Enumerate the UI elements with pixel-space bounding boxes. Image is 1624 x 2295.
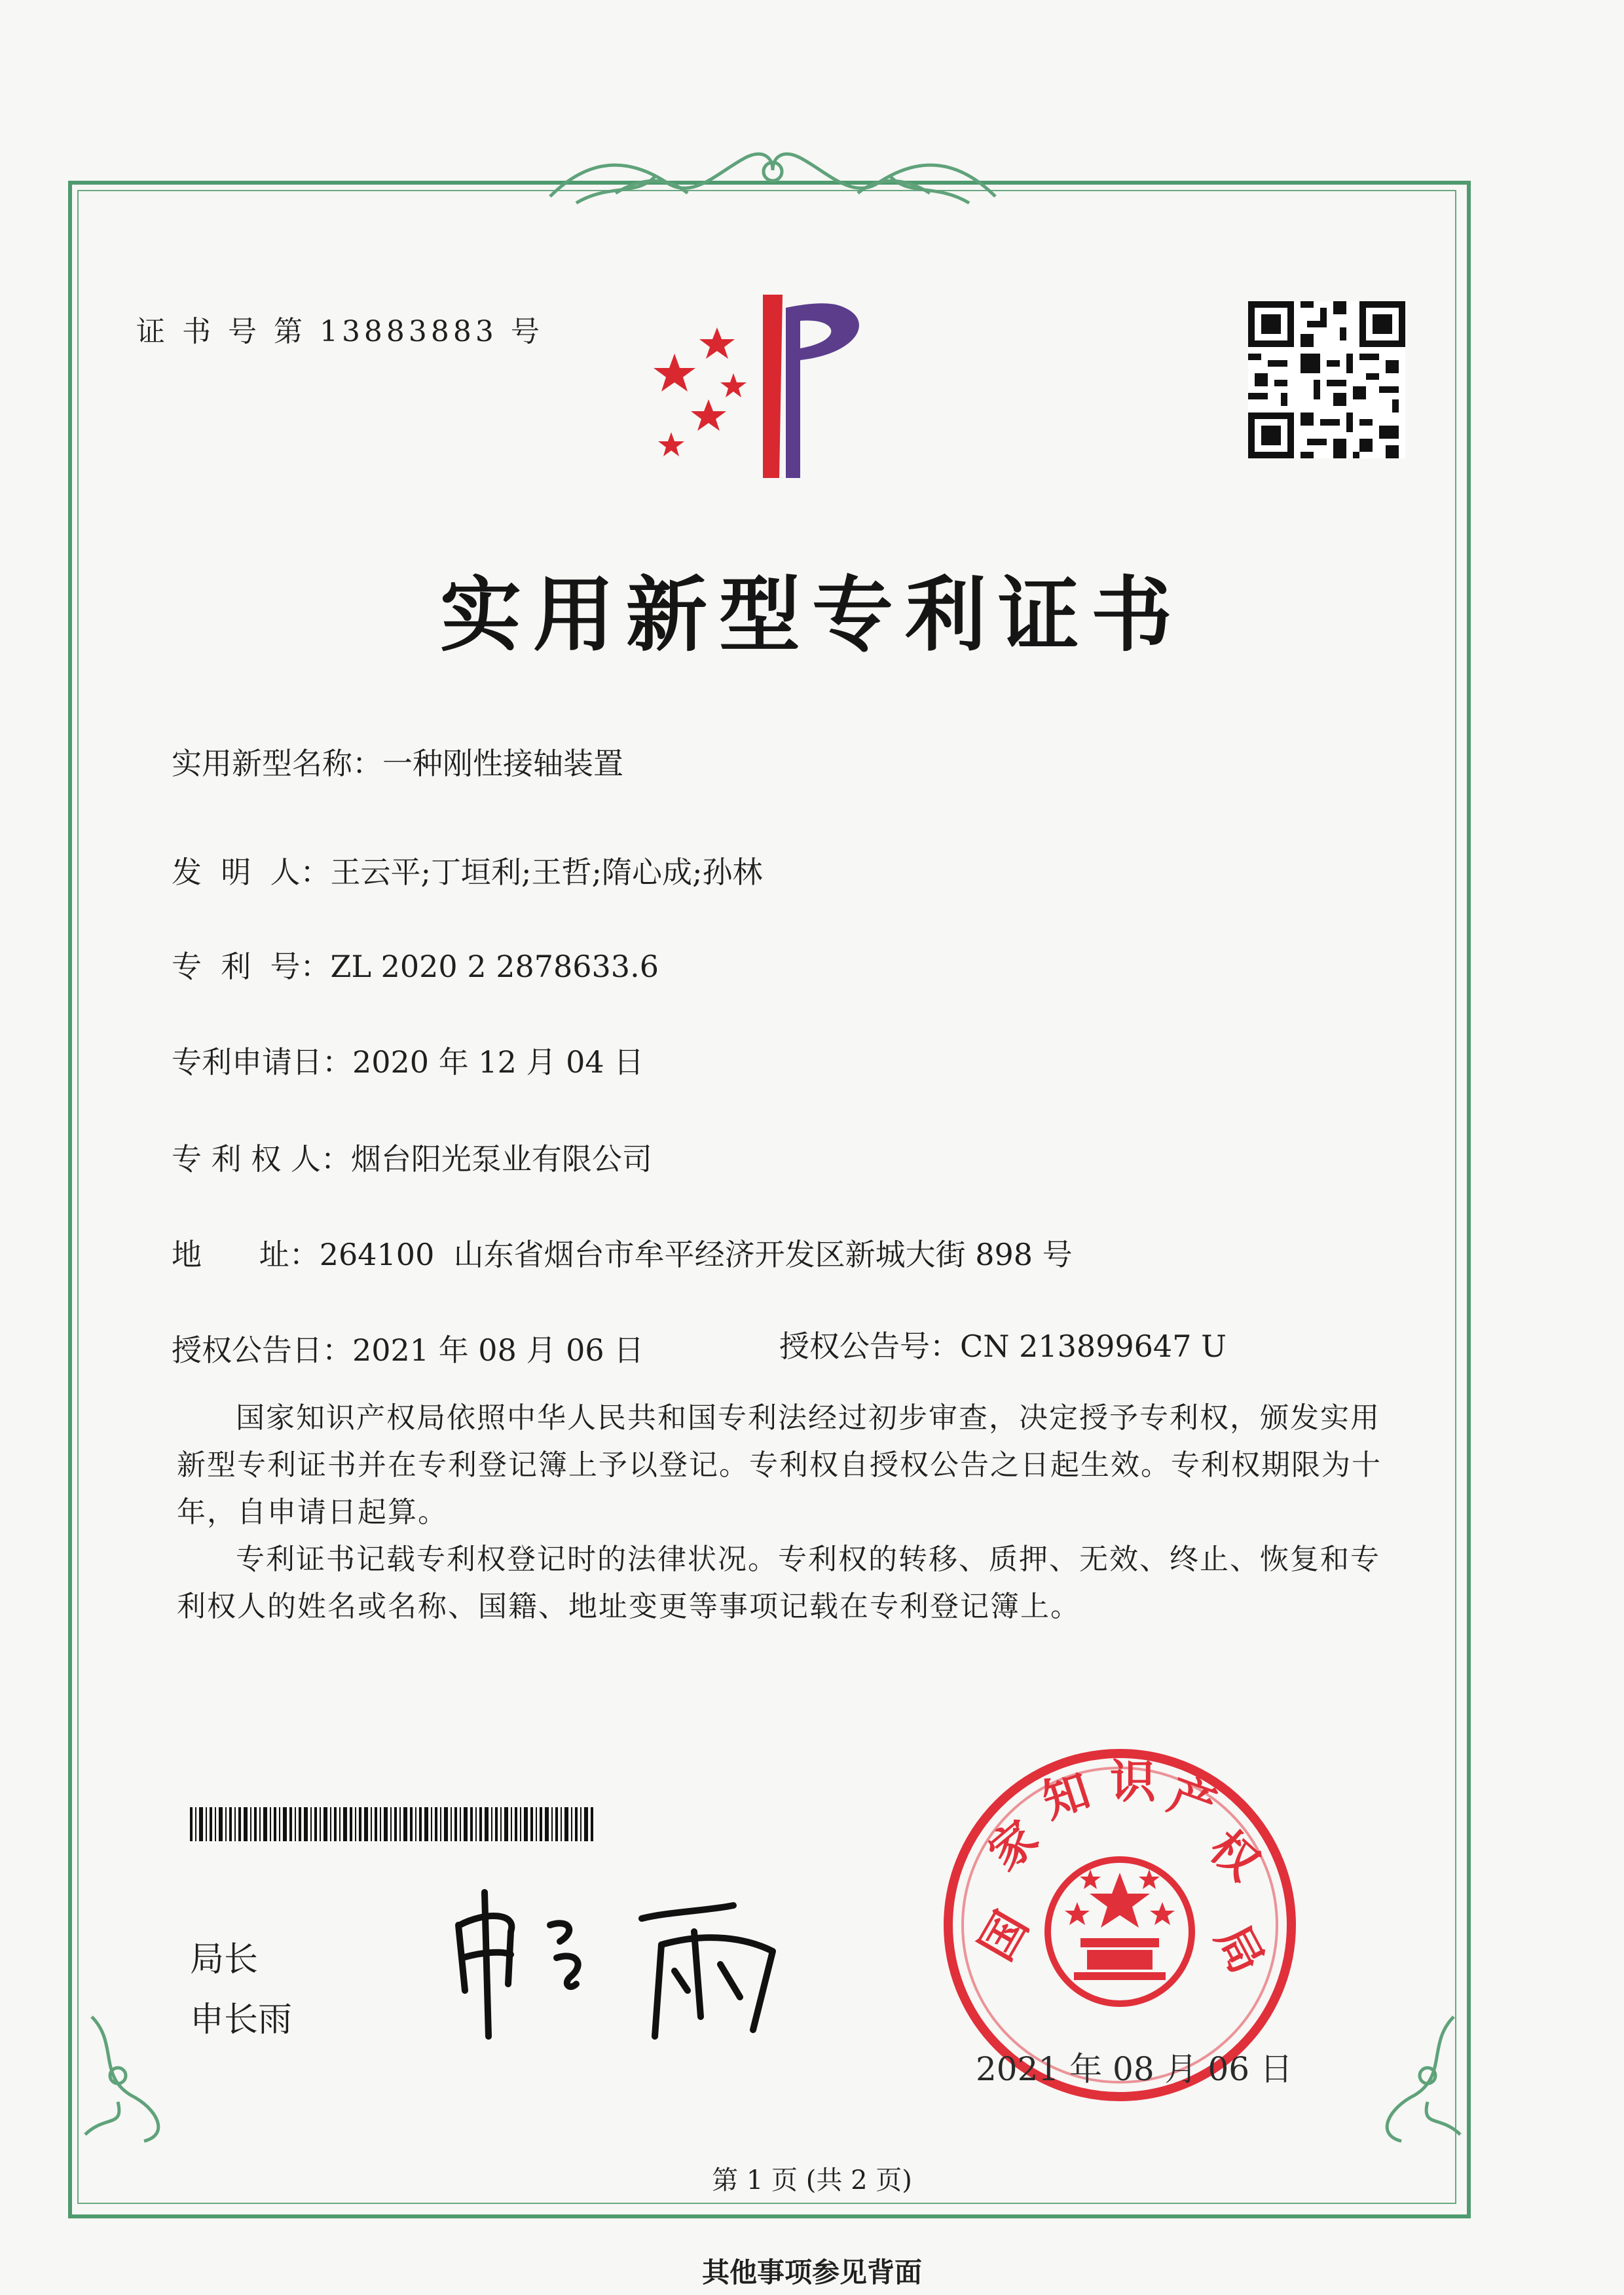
name-label: 实用新型名称： — [172, 746, 382, 781]
application-date-value: 2020 年 12 月 04 日 — [352, 1044, 644, 1080]
grant-date-value: 2021 年 08 月 06 日 — [352, 1332, 644, 1368]
svg-text:国: 国 — [969, 1902, 1039, 1970]
svg-text:识: 识 — [1110, 1755, 1156, 1808]
patent-number-label: 专 利 号： — [172, 949, 331, 984]
barcode-icon — [190, 1807, 596, 1841]
row-patentee — [172, 1135, 652, 1179]
inventor-label: 发 明 人： — [172, 854, 331, 890]
svg-text:权: 权 — [1199, 1820, 1270, 1891]
qr-code-icon — [1248, 301, 1405, 458]
svg-text:家: 家 — [978, 1810, 1048, 1881]
seal-date: 2021 年 08 月 06 日 — [976, 2050, 1293, 2088]
row-utility-model-name — [172, 740, 623, 783]
statement-paragraph-2: 专利证书记载专利权登记时的法律状况。专利权的转移、质押、无效、终止、恢复和专利权人的姓名或名称、国籍、地址变更等事项记载在专利登记簿上。 — [177, 1543, 1380, 1623]
director-name: 申长雨 — [190, 2000, 293, 2040]
grant-number-value: CN 213899647 U — [960, 1329, 1227, 1364]
svg-text:知: 知 — [1036, 1763, 1097, 1829]
address-label: 地 址： — [172, 1237, 320, 1272]
svg-text:局: 局 — [1205, 1916, 1274, 1983]
row-patent-number — [172, 943, 659, 986]
application-date-label: 专利申请日： — [172, 1044, 352, 1080]
patentee-label: 专 利 权 人： — [172, 1141, 351, 1177]
grant-number-label: 授权公告号： — [779, 1329, 960, 1364]
row-application-date — [172, 1038, 644, 1082]
page-indicator: 第 1 页 (共 2 页) — [712, 2165, 912, 2195]
handwritten-signature-icon — [445, 1886, 812, 2056]
inventor-value: 王云平;丁垣利;王哲;隋心成;孙林 — [330, 854, 763, 890]
cnipa-logo-icon — [648, 282, 897, 485]
director-title: 局长 — [190, 1940, 259, 1979]
top-ornament-icon — [537, 131, 1008, 210]
bottom-right-ornament-icon — [1349, 2004, 1467, 2148]
patentee-value: 烟台阳光泵业有限公司 — [350, 1141, 652, 1177]
row-address — [172, 1231, 1073, 1274]
name-value: 一种刚性接轴装置 — [382, 746, 623, 781]
certificate-title: 实用新型专利证书 — [439, 568, 1184, 663]
svg-text:产: 产 — [1161, 1767, 1223, 1834]
row-grant-number — [779, 1323, 1227, 1366]
row-inventor — [172, 849, 763, 892]
address-value: 264100 山东省烟台市牟平经济开发区新城大街 898 号 — [319, 1237, 1073, 1272]
patent-number-value: ZL 2020 2 2878633.6 — [330, 949, 659, 984]
bottom-left-ornament-icon — [79, 2004, 196, 2148]
footer-note: 其他事项参见背面 — [701, 2256, 922, 2288]
certificate-number: 证 书 号 第 13883883 号 — [136, 315, 544, 348]
grant-date-label: 授权公告日： — [172, 1332, 352, 1368]
statement-paragraph-1: 国家知识产权局依照中华人民共和国专利法经过初步审查，决定授予专利权，颁发实用新型专利证书并在专利登记簿上予以登记。专利权自授权公告之日起生效。专利权期限为十年，自申请日起算。 — [177, 1401, 1382, 1529]
row-grant-date — [172, 1327, 644, 1370]
